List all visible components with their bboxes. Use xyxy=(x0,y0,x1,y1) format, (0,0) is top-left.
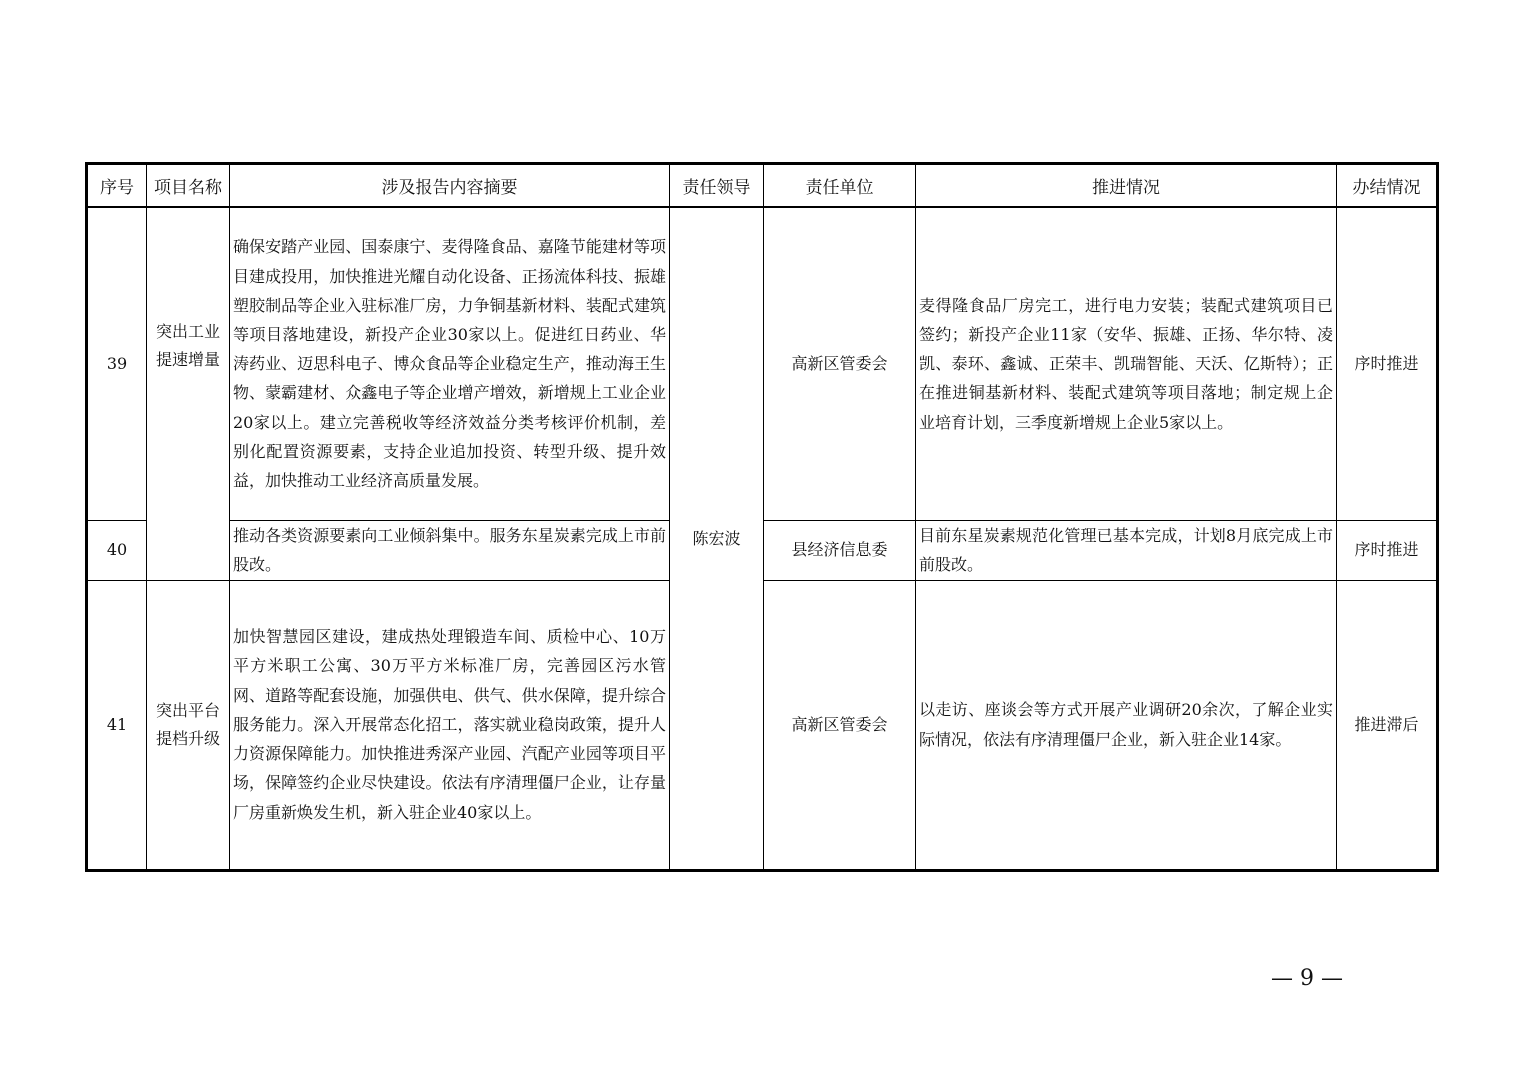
row-status: 推进滞后 xyxy=(1337,580,1438,870)
header-seq: 序号 xyxy=(87,164,147,208)
header-summary: 涉及报告内容摘要 xyxy=(230,164,670,208)
row-status: 序时推进 xyxy=(1337,520,1438,580)
row-summary: 推动各类资源要素向工业倾斜集中。服务东星炭素完成上市前股改。 xyxy=(230,520,670,580)
page-number: — 9 — xyxy=(1271,966,1343,991)
row-summary: 加快智慧园区建设，建成热处理锻造车间、质检中心、10万平方米职工公寓、30万平方米标准厂房，完善园区污水管网、道路等配套设施，加强供电、供气、供水保障，提升综合服务能力。深入开展常态化招工，落实就业稳岗政策，提升人力资源保障能力。加快推进秀深产业园、汽配产业园等项目平场，保障签约企业尽快建设。依法有序清理僵尸企业，让存量厂房重新焕发生机，新入驻企业40家以上。 xyxy=(230,580,670,870)
header-project: 项目名称 xyxy=(147,164,230,208)
header-progress: 推进情况 xyxy=(916,164,1337,208)
row-project-name xyxy=(147,207,230,580)
row-leader: 陈宏波 xyxy=(670,207,764,870)
table-row xyxy=(87,207,1438,520)
project-name-text: 突出工业提速增量 xyxy=(155,321,220,369)
row-progress: 麦得隆食品厂房完工，进行电力安装；装配式建筑项目已签约；新投产企业11家（安华、振雄、正扬、华尔特、凌凯、泰环、鑫诚、正荣丰、凯瑞智能、天沃、亿斯特）；正在推进铜基新材料、装配式建筑等项目落地；制定规上企业培育计划，三季度新增规上企业5家以上。 xyxy=(916,207,1337,520)
row-seq: 40 xyxy=(87,520,147,580)
row-unit: 县经济信息委 xyxy=(764,520,916,580)
row-summary: 确保安踏产业园、国泰康宁、麦得隆食品、嘉隆节能建材等项目建成投用，加快推进光耀自动化设备、正扬流体科技、振雄塑胶制品等企业入驻标准厂房，力争铜基新材料、装配式建筑等项目落地建设，新投产企业30家以上。促进红日药业、华涛药业、迈思科电子、博众食品等企业稳定生产，推动海王生物、蒙霸建材、众鑫电子等企业增产增效，新增规上工业企业20家以上。建立完善税收等经济效益分类考核评价机制，差别化配置资源要素，支持企业追加投资、转型升级、提升效益，加快推动工业经济高质量发展。 xyxy=(230,207,670,520)
row-unit: 高新区管委会 xyxy=(764,580,916,870)
row-unit: 高新区管委会 xyxy=(764,207,916,520)
header-unit: 责任单位 xyxy=(764,164,916,208)
row-progress: 以走访、座谈会等方式开展产业调研20余次，了解企业实际情况，依法有序清理僵尸企业，新入驻企业14家。 xyxy=(916,580,1337,870)
row-status: 序时推进 xyxy=(1337,207,1438,520)
row-seq: 39 xyxy=(87,207,147,520)
table-header-row xyxy=(87,164,1438,208)
row-progress: 目前东星炭素规范化管理已基本完成，计划8月底完成上市前股改。 xyxy=(916,520,1337,580)
row-seq: 41 xyxy=(87,580,147,870)
report-table xyxy=(85,162,1439,872)
header-leader: 责任领导 xyxy=(670,164,764,208)
row-project-name: 突出平台提档升级 xyxy=(147,580,230,870)
header-status: 办结情况 xyxy=(1337,164,1438,208)
